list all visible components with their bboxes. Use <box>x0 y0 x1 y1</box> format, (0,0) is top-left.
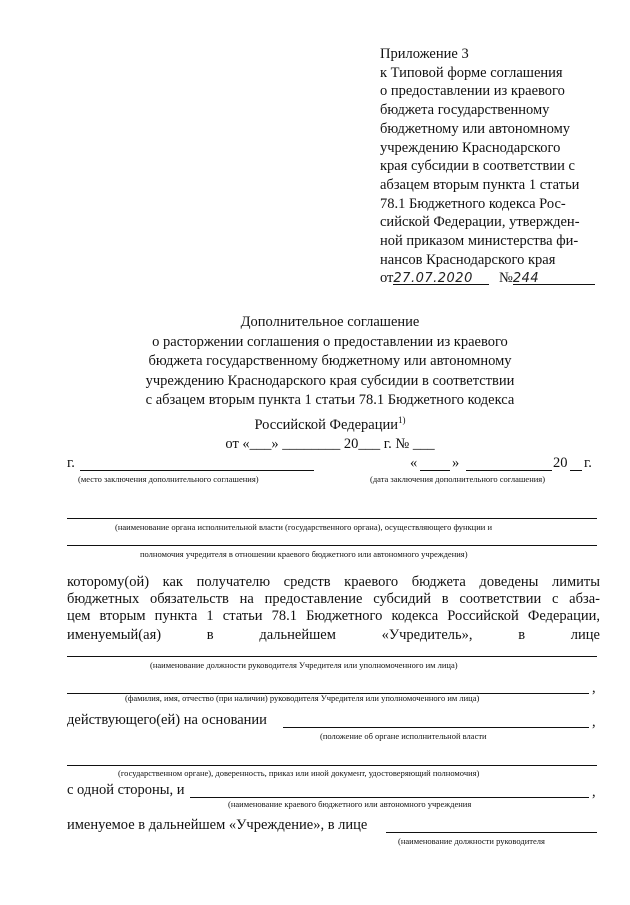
named-founder-line: именуемый(ая) в дальнейшем «Учредитель», в лице <box>67 627 600 643</box>
head-name-caption: (фамилия, имя, отчество (при наличии) руководителя Учредителя или уполномоченного им лица) <box>125 693 480 703</box>
acting-label: действующего(ей) на основании <box>67 712 267 728</box>
appendix-line: бюджетному или автономному <box>380 120 571 137</box>
body-line: цем вторым пункта 1 статьи 78.1 Бюджетного кодекса Российской Федерации, <box>67 608 600 624</box>
place-caption: (место заключения дополнительного соглашения) <box>78 474 259 484</box>
appendix-line: к Типовой форме соглашения <box>380 64 563 81</box>
year-line <box>570 470 582 471</box>
appendix-line: 78.1 Бюджетного кодекса Рос- <box>380 195 566 212</box>
institution-caption: (наименование краевого бюджетного или автономного учреждения <box>228 799 472 809</box>
appendix-line: бюджета государственному <box>380 102 550 119</box>
head-position-caption: (наименование должности руководителя Учредителя или уполномоченного им лица) <box>150 660 458 670</box>
basis-line-2 <box>67 765 597 766</box>
from-prefix: от <box>380 270 394 287</box>
appendix-line: абзацем вторым пункта 1 статьи <box>380 176 580 193</box>
inst-head-line <box>386 832 597 833</box>
year-prefix: 20 <box>553 455 568 471</box>
place-line <box>80 470 314 471</box>
appendix-line: края субсидии в соответствии с <box>380 158 575 175</box>
appendix-line: ной приказом министерства фи- <box>380 233 579 250</box>
authority-caption-2: полномочия учредителя в отношении краевого бюджетного или автономного учреждения) <box>140 549 468 559</box>
place-prefix: г. <box>67 455 75 471</box>
authority-caption-1: (наименование органа исполнительной власти (государственного органа), осуществляющего функции и <box>115 522 493 532</box>
basis-caption-1: (положение об органе исполнительной власти <box>320 731 487 741</box>
one-side-label: с одной стороны, и <box>67 782 185 798</box>
title-line: с абзацем вторым пункта 1 статьи 78.1 Бюджетного кодекса <box>145 392 515 408</box>
inst-head-caption: (наименование должности руководителя <box>398 836 545 846</box>
title-line: Дополнительное соглашение <box>240 314 420 330</box>
title-date-line: от «___» ________ 20___ г. № ___ <box>225 435 435 452</box>
appendix-block <box>380 45 600 288</box>
number-prefix: № <box>499 270 513 287</box>
date-caption: (дата заключения дополнительного соглашения) <box>370 474 546 484</box>
title-line: Российской Федерации <box>254 416 399 433</box>
month-line <box>466 470 552 471</box>
named-institution-label: именуемое в дальнейшем «Учреждение», в лице <box>67 817 368 833</box>
appendix-line: сийской Федерации, утвержден- <box>380 214 580 231</box>
appendix-line: учреждению Краснодарского <box>380 139 561 156</box>
basis-caption-2: (государственном органе), доверенность, приказ или иной документ, удостоверяющий полномочия) <box>118 768 480 778</box>
appendix-line: Приложение 3 <box>380 46 469 62</box>
handwritten-number: 244 <box>512 271 540 287</box>
year-suffix: г. <box>584 455 592 471</box>
appendix-line: нансов Краснодарского края <box>380 251 556 268</box>
handwritten-date: 27.07.2020 <box>393 271 473 287</box>
document-title <box>90 313 570 454</box>
date-close-quote: » <box>452 455 460 471</box>
appendix-line: о предоставлении из краевого <box>380 83 565 100</box>
body-line: бюджетных обязательств на предоставление субсидий в соответствии с абза- <box>67 591 600 607</box>
authority-line-2 <box>67 545 597 546</box>
title-line: бюджета государственному бюджетному или автономному <box>148 353 512 369</box>
title-line: учреждению Краснодарского края субсидии в соответствии <box>145 372 515 389</box>
day-line <box>420 470 450 471</box>
body-line: которому(ой) как получателю средств краевого бюджета доведены лимиты <box>67 574 600 590</box>
authority-line-1 <box>67 518 597 519</box>
institution-line <box>190 797 589 798</box>
appendix-order-line <box>380 269 600 288</box>
head-position-line <box>67 656 597 657</box>
basis-line <box>283 727 589 728</box>
footnote-mark: 1) <box>398 414 406 425</box>
title-line: о расторжении соглашения о предоставлении из краевого <box>152 333 508 350</box>
date-open-quote: « <box>410 455 418 471</box>
